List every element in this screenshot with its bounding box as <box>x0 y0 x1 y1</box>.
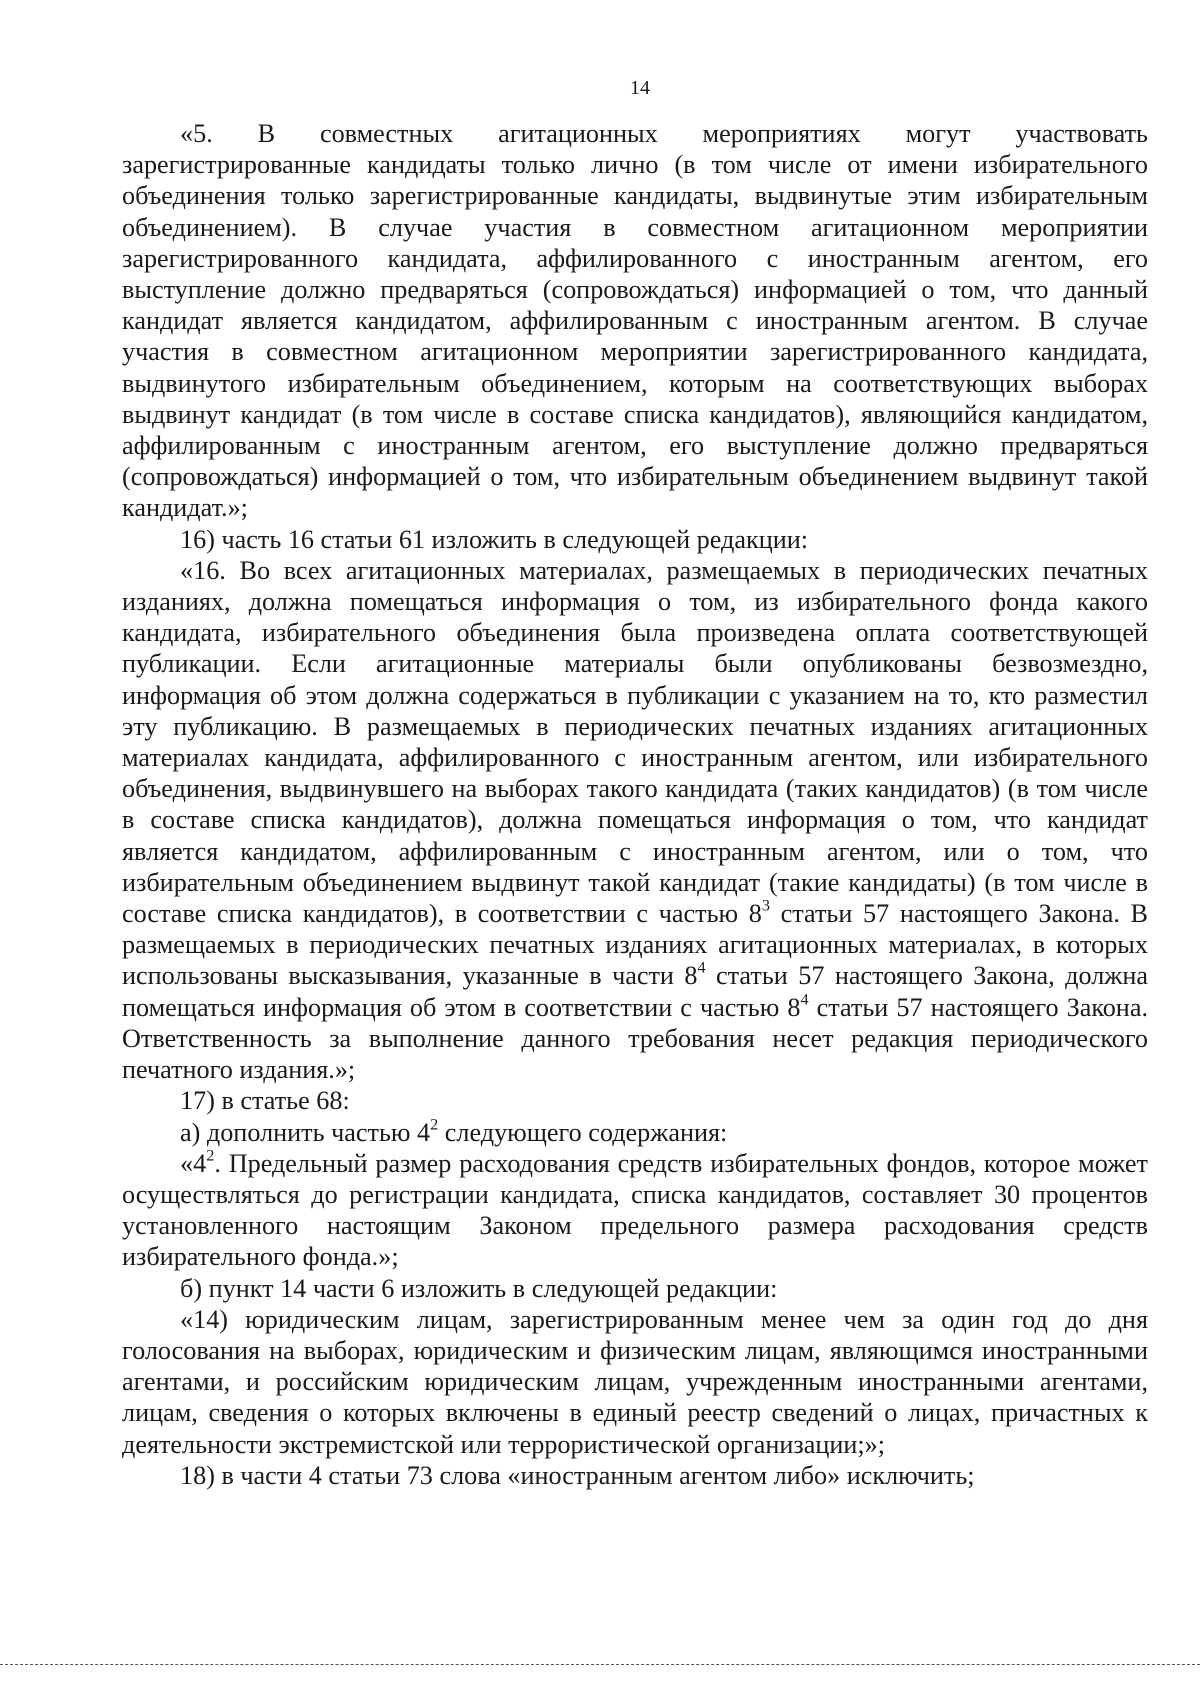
paragraph-part-16: «16. Во всех агитационных материалах, размещаемых в периодических печатных изданиях, должна помещаться информация о том, из избирательного фонда какого кандидата, избирательного объединения была произведена оплата соответствующей публикации. Если агитационные материалы были опубликованы безвозмездно, информация об этом должна содержаться в публикации с указанием на то, кто разместил эту публикацию. В размещаемых в периодических печатных изданиях агитационных материалах кандидата, аффилированного с иностранным агентом, или избирательного объединения, выдвинувшего на выборах такого кандидата (таких кандидатов) (в том числе в составе списка кандидатов), должна помещаться информация о том, что кандидат является кандидатом, аффилированным с иностранным агентом, или о том, что избирательным объединением выдвинут такой кандидат (такие кандидаты) (в том числе в составе списка кандидатов), в соответствии с частью $8^3$ статьи 57 настоящего Закона. В размещаемых в периодических печатных изданиях агитационных материалах, в которых использованы высказывания, указанные в части $8^4$ статьи 57 настоящего Закона, должна помещаться информация об этом в соответствии с частью $8^4$ статьи 57 настоящего Закона. Ответственность за выполнение данного требования несет редакция периодического печатного издания.»; <box>122 555 1148 1085</box>
paragraph-subpoint-b: б) пункт 14 части 6 изложить в следующей редакции: <box>180 1273 778 1303</box>
paragraph-item-14: «14) юридическим лицам, зарегистрированным менее чем за один год до дня голосования на выборах, юридическим и физическим лицам, являющимся иностранными агентами, и российским юридическим лицам, учрежденным иностранными агентами, лицам, сведения о которых включены в единый реестр сведений о лицах, причастных к деятельности экстремистской или террористической организации;»; <box>122 1304 1148 1459</box>
superscript: 2 <box>430 1115 439 1134</box>
paragraph-point-16: 16) часть 16 статьи 61 изложить в следующей редакции: <box>180 524 809 554</box>
superscript: 2 <box>206 1146 215 1165</box>
superscript: 4 <box>800 990 809 1009</box>
paragraph-subpoint-a: а) дополнить частью $4^2$ следующего содержания: <box>180 1115 728 1147</box>
page-number: 14 <box>630 77 650 99</box>
document-body <box>122 118 1148 1491</box>
paragraph-item-5: «5. В совместных агитационных мероприятиях могут участвовать зарегистрированные кандидаты только лично (в том числе от имени избирательного объединения только зарегистрированные кандидаты, выдвинутые этим избирательным объединением). В случае участия в совместном агитационном мероприятии зарегистрированного кандидата, аффилированного с иностранным агентом, его выступление должно предваряться (сопровождаться) информацией о том, что данный кандидат является кандидатом, аффилированным с иностранным агентом. В случае участия в совместном агитационном мероприятии зарегистрированного кандидата, выдвинутого избирательным объединением, которым на соответствующих выборах выдвинут кандидат (в том числе в составе списка кандидатов), являющийся кандидатом, аффилированным с иностранным агентом, его выступление должно предваряться (сопровождаться) информацией о том, что избирательным объединением выдвинут такой кандидат.»; <box>122 119 1148 523</box>
paragraph-point-18: 18) в части 4 статьи 73 слова «иностранным агентом либо» исключить; <box>180 1460 975 1490</box>
paragraph-part-4-2: «$4^2$. Предельный размер расходования средств избирательных фондов, которое может осуществляться до регистрации кандидата, списка кандидатов, составляет 30 процентов установленного настоящим Законом предельного размера расходования средств избирательного фонда.»; <box>122 1146 1148 1272</box>
page-bottom-rule <box>0 1664 1200 1665</box>
superscript: 3 <box>761 896 770 915</box>
paragraph-point-17: 17) в статье 68: <box>180 1086 350 1116</box>
superscript: 4 <box>697 959 706 978</box>
